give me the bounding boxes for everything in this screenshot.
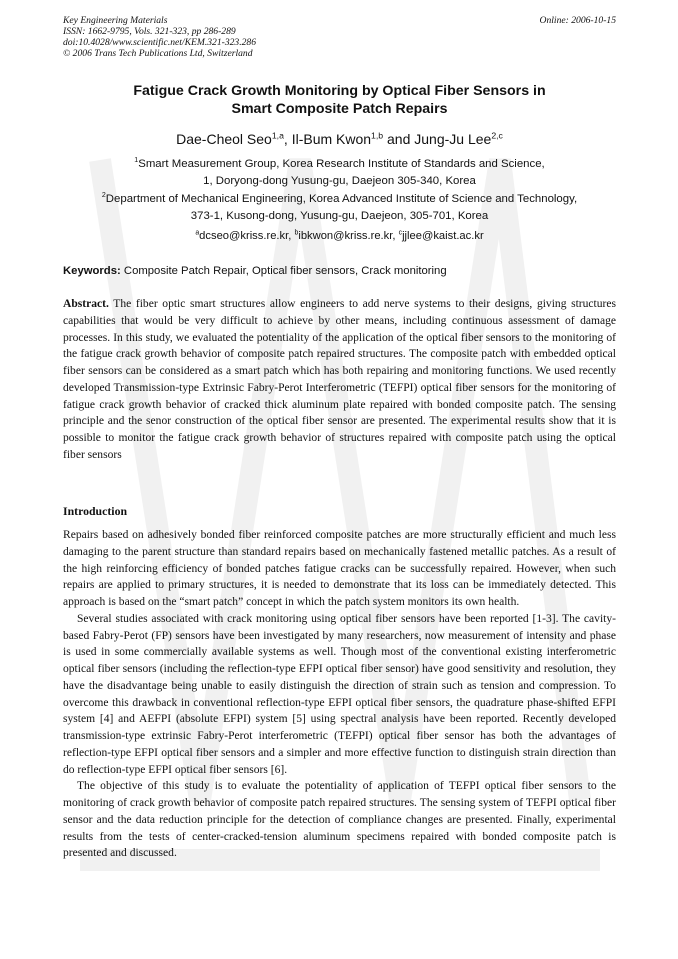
abstract (63, 296, 616, 464)
affiliation-line: Department of Mechanical Engineering, Korea Advanced Institute of Science and Technology, (105, 193, 578, 205)
journal-header (63, 15, 616, 59)
paragraph: The objective of this study is to evaluate the potentiality of application of TEFPI optical fiber sensors to the monitoring of crack growth behavior of composite patch repaired structures. The sensing system of TEFPI optical fiber sensor and the data reduction principle for the detection of compliance changes are presented. Finally, experimental results from the tests of center-cracked-tension aluminum specimens repaired with bonded composite patch is presented and discussed. (63, 780, 616, 860)
author-affiliation-mark: 2,c (491, 130, 503, 141)
affiliation-mark: 2 (101, 192, 106, 200)
keywords-label: Keywords: (63, 265, 121, 277)
author-affiliation-mark: 1,b (371, 130, 384, 141)
email-address[interactable]: dcseo@kriss.re.kr (199, 230, 289, 242)
affiliation-mark: 1 (134, 157, 139, 165)
email-mark: b (294, 229, 299, 237)
section-heading-introduction: Introduction (63, 504, 128, 518)
journal-name: Key Engineering Materials (63, 15, 168, 26)
author-separator: , (283, 131, 292, 147)
paragraph: Several studies associated with crack monitoring using optical fiber sensors have been reported [1-3]. The cavity-based Fabry-Perot (FP) sensors have been investigated by many researchers, now measurement of intensity and phase is used in some commercially available systems as well. Though most of the conventional existing interferometric optical fiber sensors (including the reflection-type EFPI optical fiber sensor) have good sensitivity and resolution, they have the disadvantage being unable to easily distinguish the direction of strain such as tension and compression. To overcome this drawback in conventional reflection-type EFPI optical fiber sensors, the quadrature phase-shifted EFPI system [4] and AEFPI (absolute EFPI) system [5] using spectral analysis have been reported. Recently developed transmission-type extrinsic Fabry-Perot interferometric (TEFPI) optical fiber sensor has both the advantages of reflection-type EFPI optical fiber sensors and a simpler and more effective function to distinguish strain direction than do reflection-type EFPI optical fiber sensors [6]. (63, 612, 616, 776)
affiliation-address: 1, Doryong-dong Yusung-gu, Daejeon 305-340, Korea (203, 175, 476, 187)
email-address[interactable]: ibkwon@kriss.re.kr (298, 230, 393, 242)
email-separator: , (288, 230, 295, 242)
author-name: Dae-Cheol Seo (176, 131, 272, 147)
doi-line: doi:10.4028/www.scientific.net/KEM.321-323.286 (63, 37, 257, 48)
affiliation-1 (63, 156, 616, 190)
issn-line: ISSN: 1662-9795, Vols. 321-323, pp 286-289 (63, 26, 236, 37)
paragraph: Repairs based on adhesively bonded fiber reinforced composite patches are more structurally efficient and much less damaging to the parent structure than standard repairs based on mechanically fastened metallic patches. As a result of the high reinforcing efficiency of bonded patches fatigue cracks can be successfully repaired. However, when such repairs are applied to primary structures, it is needed to demonstrate that its loss can be immediately detected. This approach is based on the “smart patch” concept in which the patch system monitors its own health. (63, 529, 616, 608)
copyright-line: © 2006 Trans Tech Publications Ltd, Switzerland (63, 48, 253, 59)
online-date: Online: 2006-10-15 (539, 15, 616, 26)
author-affiliation-mark: 1,a (271, 130, 284, 141)
abstract-label: Abstract. (63, 298, 109, 310)
email-address[interactable]: jjlee@kaist.ac.kr (402, 230, 484, 242)
paper-title (63, 82, 616, 118)
email-list (63, 229, 616, 244)
affiliation-line: Smart Measurement Group, Korea Research Institute of Standards and Science, (138, 158, 545, 170)
author-name: Jung-Ju Lee (414, 131, 492, 147)
email-mark: a (195, 229, 200, 237)
email-separator: , (392, 230, 399, 242)
affiliation-address: 373-1, Kusong-dong, Yusung-gu, Daejeon, 305-701, Korea (190, 210, 489, 222)
title-line-2: Smart Composite Patch Repairs (231, 101, 448, 117)
author-separator: and (383, 131, 415, 147)
keywords-text: Composite Patch Repair, Optical fiber sensors, Crack monitoring (120, 265, 447, 277)
keywords (63, 264, 616, 279)
title-line-1: Fatigue Crack Growth Monitoring by Optical Fiber Sensors in (133, 83, 546, 99)
author-list (63, 130, 616, 148)
author-name: Il-Bum Kwon (291, 131, 372, 147)
abstract-text: The fiber optic smart structures allow engineers to add nerve systems to their designs, giving structures capabilities that would be very difficult to achieve by other means, including continuous assessment of damage processes. In this study, we evaluated the potentiality of the application of the optical fiber sensors to the monitoring of the fatigue crack growth behavior of composite patch repaired structures. The composite patch with embedded optical fiber sensors can be considered as a smart patch which has both repairing and monitoring functions. We used recently developed Transmission-type Extrinsic Fabry-Perot Interferometric (TEFPI) optical fiber sensors for the monitoring of fatigue crack growth behavior of cracked thick aluminum plate repaired with bonded composite patch. The sensing principle and the senor construction of the optical fiber sensor are presented. The experimental results show that it is possible to monitor the fatigue crack growth behavior of structures repaired with composite patch using the optical fiber sensors (63, 298, 616, 461)
introduction-section (63, 527, 616, 862)
affiliation-2 (63, 191, 616, 225)
email-mark: c (398, 229, 403, 237)
